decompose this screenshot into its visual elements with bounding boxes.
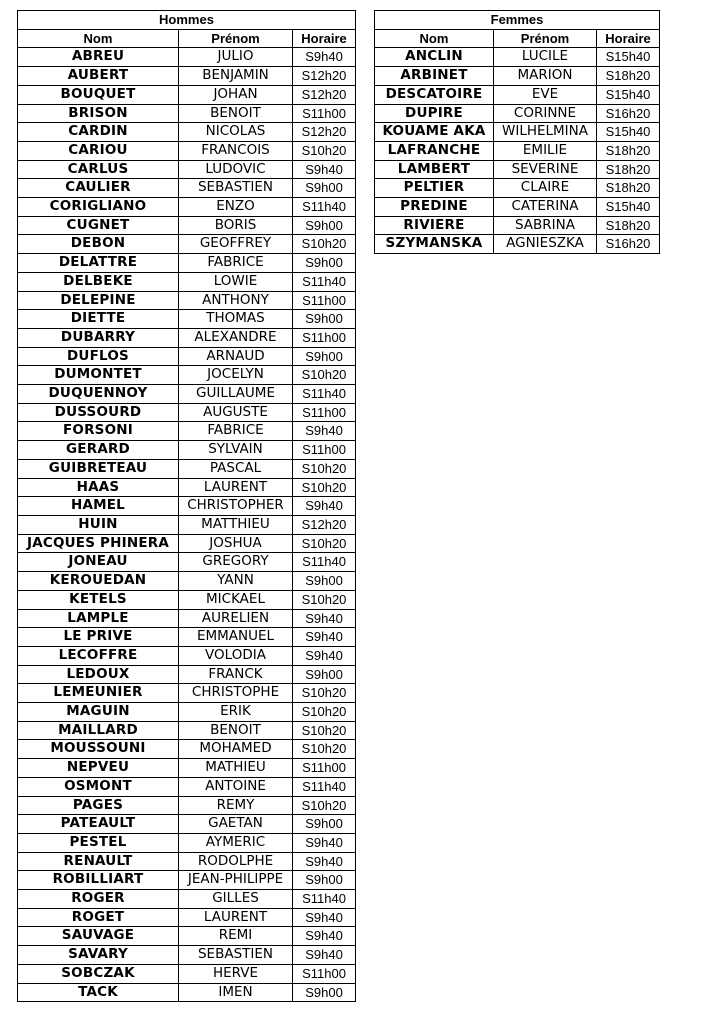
schedule-cell: S10h20 (293, 684, 356, 703)
first-name-cell: SYLVAIN (179, 441, 293, 460)
last-name-cell: RIVIERE (375, 216, 494, 235)
first-name-cell: CATERINA (494, 198, 597, 217)
table-row (18, 459, 356, 478)
last-name-cell: CAULIER (18, 179, 179, 198)
table-row (18, 871, 356, 890)
schedule-cell: S11h00 (293, 328, 356, 347)
schedule-cell: S9h40 (293, 160, 356, 179)
last-name-cell: BRISON (18, 104, 179, 123)
first-name-cell: JOCELYN (179, 366, 293, 385)
schedule-cell: S11h40 (293, 553, 356, 572)
table-row (375, 235, 660, 254)
first-name-cell: HERVE (179, 964, 293, 983)
first-name-cell: SABRINA (494, 216, 597, 235)
first-name-cell: PASCAL (179, 459, 293, 478)
table-row (375, 67, 660, 86)
first-name-cell: IMEN (179, 983, 293, 1002)
first-name-cell: AURELIEN (179, 609, 293, 628)
table-row (18, 703, 356, 722)
last-name-cell: LEDOUX (18, 665, 179, 684)
schedule-cell: S11h00 (293, 291, 356, 310)
last-name-cell: ROGET (18, 908, 179, 927)
header-horaire: Horaire (597, 29, 660, 48)
last-name-cell: DESCATOIRE (375, 85, 494, 104)
table-row (375, 104, 660, 123)
first-name-cell: SEBASTIEN (179, 179, 293, 198)
table-row (18, 123, 356, 142)
table-row (18, 815, 356, 834)
last-name-cell: LAMPLE (18, 609, 179, 628)
schedule-cell: S12h20 (293, 67, 356, 86)
last-name-cell: CARLUS (18, 160, 179, 179)
schedule-cell: S9h40 (293, 422, 356, 441)
schedule-cell: S9h00 (293, 815, 356, 834)
table-row (18, 534, 356, 553)
women-table-title: Femmes (375, 11, 660, 30)
first-name-cell: ANTHONY (179, 291, 293, 310)
first-name-cell: REMI (179, 927, 293, 946)
schedule-cell: S9h00 (293, 179, 356, 198)
first-name-cell: LUDOVIC (179, 160, 293, 179)
first-name-cell: EVE (494, 85, 597, 104)
first-name-cell: LOWIE (179, 272, 293, 291)
table-row (18, 347, 356, 366)
last-name-cell: DUQUENNOY (18, 385, 179, 404)
first-name-cell: CHRISTOPHER (179, 497, 293, 516)
table-row (18, 721, 356, 740)
schedule-cell: S9h40 (293, 646, 356, 665)
schedule-cell: S11h40 (293, 777, 356, 796)
schedule-cell: S15h40 (597, 198, 660, 217)
table-row (375, 216, 660, 235)
first-name-cell: SEBASTIEN (179, 946, 293, 965)
last-name-cell: OSMONT (18, 777, 179, 796)
schedule-cell: S9h00 (293, 871, 356, 890)
first-name-cell: THOMAS (179, 310, 293, 329)
last-name-cell: DUBARRY (18, 328, 179, 347)
table-row (375, 198, 660, 217)
first-name-cell: ARNAUD (179, 347, 293, 366)
first-name-cell: ERIK (179, 703, 293, 722)
schedule-cell: S9h00 (293, 572, 356, 591)
schedule-cell: S9h00 (293, 665, 356, 684)
table-row (18, 740, 356, 759)
last-name-cell: DELBEKE (18, 272, 179, 291)
last-name-cell: DELATTRE (18, 254, 179, 273)
table-row (18, 198, 356, 217)
first-name-cell: EMMANUEL (179, 628, 293, 647)
last-name-cell: PELTIER (375, 179, 494, 198)
table-row (18, 553, 356, 572)
last-name-cell: GUIBRETEAU (18, 459, 179, 478)
schedule-cell: S12h20 (293, 123, 356, 142)
last-name-cell: ARBINET (375, 67, 494, 86)
first-name-cell: MOHAMED (179, 740, 293, 759)
first-name-cell: BENOIT (179, 721, 293, 740)
last-name-cell: ROGER (18, 890, 179, 909)
schedule-cell: S16h20 (597, 104, 660, 123)
table-row (18, 67, 356, 86)
first-name-cell: GREGORY (179, 553, 293, 572)
last-name-cell: PESTEL (18, 833, 179, 852)
table-row (18, 497, 356, 516)
schedule-cell: S9h40 (293, 628, 356, 647)
first-name-cell: JOHAN (179, 85, 293, 104)
table-row (18, 515, 356, 534)
schedule-cell: S9h40 (293, 497, 356, 516)
table-row (18, 946, 356, 965)
last-name-cell: PATEAULT (18, 815, 179, 834)
first-name-cell: MATTHIEU (179, 515, 293, 534)
schedule-cell: S11h40 (293, 198, 356, 217)
table-row (18, 272, 356, 291)
first-name-cell: AYMERIC (179, 833, 293, 852)
schedule-cell: S11h40 (293, 272, 356, 291)
table-row (18, 964, 356, 983)
table-row (18, 235, 356, 254)
last-name-cell: SAVARY (18, 946, 179, 965)
last-name-cell: KEROUEDAN (18, 572, 179, 591)
first-name-cell: ANTOINE (179, 777, 293, 796)
table-row (18, 403, 356, 422)
schedule-cell: S12h20 (293, 85, 356, 104)
first-name-cell: MATHIEU (179, 759, 293, 778)
last-name-cell: LE PRIVE (18, 628, 179, 647)
first-name-cell: MICKAEL (179, 590, 293, 609)
table-row (18, 983, 356, 1002)
last-name-cell: HUIN (18, 515, 179, 534)
schedule-cell: S10h20 (293, 366, 356, 385)
schedule-cell: S9h00 (293, 254, 356, 273)
first-name-cell: GILLES (179, 890, 293, 909)
first-name-cell: CLAIRE (494, 179, 597, 198)
first-name-cell: FRANCOIS (179, 141, 293, 160)
first-name-cell: FRANCK (179, 665, 293, 684)
last-name-cell: DUSSOURD (18, 403, 179, 422)
last-name-cell: GERARD (18, 441, 179, 460)
schedule-cell: S18h20 (597, 179, 660, 198)
table-row (18, 852, 356, 871)
first-name-cell: LAURENT (179, 478, 293, 497)
schedule-cell: S10h20 (293, 703, 356, 722)
last-name-cell: BOUQUET (18, 85, 179, 104)
table-row (18, 141, 356, 160)
last-name-cell: DIETTE (18, 310, 179, 329)
table-row (18, 328, 356, 347)
table-row (18, 908, 356, 927)
schedule-cell: S9h00 (293, 216, 356, 235)
last-name-cell: KOUAME AKA (375, 123, 494, 142)
first-name-cell: WILHELMINA (494, 123, 597, 142)
header-nom: Nom (375, 29, 494, 48)
schedule-cell: S16h20 (597, 235, 660, 254)
first-name-cell: LAURENT (179, 908, 293, 927)
last-name-cell: HAMEL (18, 497, 179, 516)
table-row (18, 441, 356, 460)
table-row (18, 684, 356, 703)
schedule-cell: S11h00 (293, 104, 356, 123)
last-name-cell: ANCLIN (375, 48, 494, 67)
last-name-cell: MOUSSOUNI (18, 740, 179, 759)
last-name-cell: ABREU (18, 48, 179, 67)
first-name-cell: VOLODIA (179, 646, 293, 665)
schedule-cell: S9h00 (293, 310, 356, 329)
schedule-cell: S10h20 (293, 534, 356, 553)
schedule-cell: S9h40 (293, 946, 356, 965)
table-row (18, 179, 356, 198)
table-row (18, 85, 356, 104)
schedule-cell: S11h40 (293, 385, 356, 404)
table-row (18, 385, 356, 404)
first-name-cell: FABRICE (179, 254, 293, 273)
first-name-cell: BENJAMIN (179, 67, 293, 86)
last-name-cell: CARDIN (18, 123, 179, 142)
schedule-cell: S9h40 (293, 833, 356, 852)
table-row (18, 665, 356, 684)
header-prenom: Prénom (494, 29, 597, 48)
first-name-cell: REMY (179, 796, 293, 815)
last-name-cell: LAFRANCHE (375, 141, 494, 160)
schedule-cell: S18h20 (597, 216, 660, 235)
last-name-cell: DELEPINE (18, 291, 179, 310)
first-name-cell: YANN (179, 572, 293, 591)
table-row (375, 85, 660, 104)
table-row (18, 890, 356, 909)
men-table (17, 10, 356, 1002)
table-row (18, 646, 356, 665)
header-horaire: Horaire (293, 29, 356, 48)
table-row (18, 48, 356, 67)
table-row (18, 254, 356, 273)
table-row (375, 123, 660, 142)
table-row (375, 179, 660, 198)
table-row (18, 590, 356, 609)
schedule-cell: S11h40 (293, 890, 356, 909)
first-name-cell: ALEXANDRE (179, 328, 293, 347)
table-row (18, 927, 356, 946)
table-row (375, 141, 660, 160)
last-name-cell: PREDINE (375, 198, 494, 217)
table-row (18, 478, 356, 497)
schedule-cell: S10h20 (293, 235, 356, 254)
last-name-cell: LECOFFRE (18, 646, 179, 665)
last-name-cell: PAGES (18, 796, 179, 815)
table-row (18, 291, 356, 310)
last-name-cell: CARIOU (18, 141, 179, 160)
table-row (18, 759, 356, 778)
table-row (18, 366, 356, 385)
schedule-cell: S9h40 (293, 927, 356, 946)
schedule-cell: S18h20 (597, 160, 660, 179)
table-row (18, 777, 356, 796)
first-name-cell: AUGUSTE (179, 403, 293, 422)
men-table-body (18, 48, 356, 1002)
table-row (18, 628, 356, 647)
first-name-cell: EMILIE (494, 141, 597, 160)
women-table (374, 10, 660, 254)
last-name-cell: JONEAU (18, 553, 179, 572)
last-name-cell: LEMEUNIER (18, 684, 179, 703)
schedule-cell: S15h40 (597, 85, 660, 104)
first-name-cell: LUCILE (494, 48, 597, 67)
schedule-cell: S9h40 (293, 908, 356, 927)
last-name-cell: NEPVEU (18, 759, 179, 778)
schedule-cell: S9h40 (293, 609, 356, 628)
schedule-cell: S11h00 (293, 964, 356, 983)
schedule-cell: S11h00 (293, 759, 356, 778)
first-name-cell: GAETAN (179, 815, 293, 834)
last-name-cell: MAGUIN (18, 703, 179, 722)
first-name-cell: BORIS (179, 216, 293, 235)
schedule-cell: S9h40 (293, 48, 356, 67)
header-prenom: Prénom (179, 29, 293, 48)
last-name-cell: CUGNET (18, 216, 179, 235)
table-row (18, 796, 356, 815)
first-name-cell: FABRICE (179, 422, 293, 441)
schedule-cell: S10h20 (293, 478, 356, 497)
schedule-cell: S18h20 (597, 141, 660, 160)
table-row (18, 160, 356, 179)
table-row (18, 572, 356, 591)
first-name-cell: GUILLAUME (179, 385, 293, 404)
last-name-cell: DEBON (18, 235, 179, 254)
schedule-cell: S9h00 (293, 983, 356, 1002)
men-header-row (18, 29, 356, 48)
first-name-cell: MARION (494, 67, 597, 86)
table-row (18, 216, 356, 235)
table-row (18, 310, 356, 329)
table-row (18, 104, 356, 123)
first-name-cell: SEVERINE (494, 160, 597, 179)
last-name-cell: SAUVAGE (18, 927, 179, 946)
last-name-cell: MAILLARD (18, 721, 179, 740)
last-name-cell: KETELS (18, 590, 179, 609)
first-name-cell: NICOLAS (179, 123, 293, 142)
schedule-cell: S11h00 (293, 441, 356, 460)
table-row (18, 833, 356, 852)
last-name-cell: CORIGLIANO (18, 198, 179, 217)
last-name-cell: SOBCZAK (18, 964, 179, 983)
men-table-title: Hommes (18, 11, 356, 30)
schedule-cell: S10h20 (293, 590, 356, 609)
first-name-cell: BENOIT (179, 104, 293, 123)
women-table-body (375, 48, 660, 254)
last-name-cell: JACQUES PHINERA (18, 534, 179, 553)
schedule-cell: S9h40 (293, 852, 356, 871)
schedule-cell: S15h40 (597, 48, 660, 67)
schedule-cell: S18h20 (597, 67, 660, 86)
last-name-cell: HAAS (18, 478, 179, 497)
schedule-cell: S10h20 (293, 740, 356, 759)
schedule-cell: S15h40 (597, 123, 660, 142)
first-name-cell: GEOFFREY (179, 235, 293, 254)
table-row (375, 48, 660, 67)
schedule-cell: S10h20 (293, 721, 356, 740)
last-name-cell: AUBERT (18, 67, 179, 86)
table-row (18, 422, 356, 441)
first-name-cell: CHRISTOPHE (179, 684, 293, 703)
schedule-cell: S11h00 (293, 403, 356, 422)
schedule-cell: S12h20 (293, 515, 356, 534)
first-name-cell: JEAN-PHILIPPE (179, 871, 293, 890)
last-name-cell: ROBILLIART (18, 871, 179, 890)
table-row (375, 160, 660, 179)
first-name-cell: CORINNE (494, 104, 597, 123)
women-header-row (375, 29, 660, 48)
last-name-cell: LAMBERT (375, 160, 494, 179)
last-name-cell: RENAULT (18, 852, 179, 871)
last-name-cell: DUPIRE (375, 104, 494, 123)
schedule-cell: S10h20 (293, 796, 356, 815)
schedule-cell: S9h00 (293, 347, 356, 366)
schedule-cell: S10h20 (293, 459, 356, 478)
first-name-cell: ENZO (179, 198, 293, 217)
last-name-cell: FORSONI (18, 422, 179, 441)
first-name-cell: JULIO (179, 48, 293, 67)
last-name-cell: SZYMANSKA (375, 235, 494, 254)
first-name-cell: RODOLPHE (179, 852, 293, 871)
first-name-cell: JOSHUA (179, 534, 293, 553)
last-name-cell: DUFLOS (18, 347, 179, 366)
schedule-cell: S10h20 (293, 141, 356, 160)
table-row (18, 609, 356, 628)
header-nom: Nom (18, 29, 179, 48)
last-name-cell: TACK (18, 983, 179, 1002)
first-name-cell: AGNIESZKA (494, 235, 597, 254)
last-name-cell: DUMONTET (18, 366, 179, 385)
